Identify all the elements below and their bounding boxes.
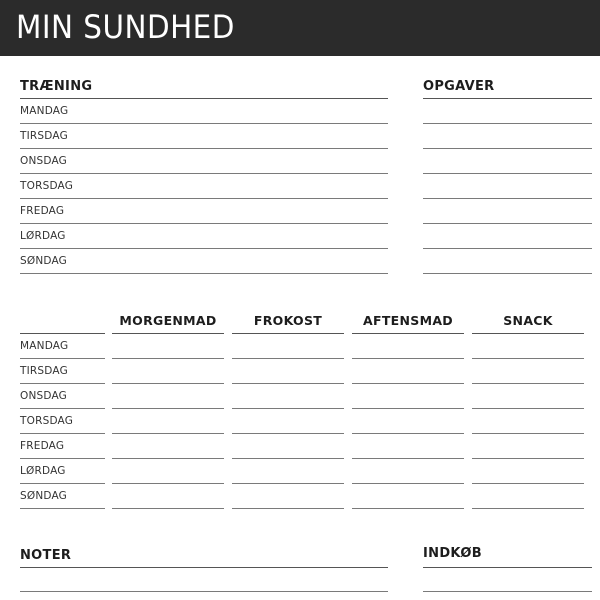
meal-cell-line[interactable] [232,383,344,384]
meal-cell-line[interactable] [352,358,464,359]
meal-column-snack: SNACK [503,313,553,328]
meal-day-label: LØRDAG [20,465,66,477]
meal-cell-line[interactable] [472,433,584,434]
meal-cell-line[interactable] [232,483,344,484]
training-day-line[interactable] [20,148,388,149]
task-line[interactable] [423,173,592,174]
meal-column-header-line [352,333,464,334]
meal-day-label: FREDAG [20,440,65,452]
task-line[interactable] [423,123,592,124]
meal-cell-line[interactable] [472,408,584,409]
training-day-label: ONSDAG [20,155,68,167]
task-line[interactable] [423,148,592,149]
training-day-line[interactable] [20,173,388,174]
task-line[interactable] [423,248,592,249]
meal-cell-line[interactable] [112,508,224,509]
meal-cell-line[interactable] [232,358,344,359]
meal-cell-line[interactable] [112,483,224,484]
meal-day-line [20,483,105,484]
training-day-line[interactable] [20,198,388,199]
shopping-header-line [423,567,592,568]
page-title: MIN SUNDHED [16,8,235,46]
meal-cell-line[interactable] [472,483,584,484]
training-day-label: TIRSDAG [20,130,68,142]
meal-day-label: TIRSDAG [20,365,68,377]
meal-day-line [20,508,105,509]
shopping-line[interactable] [423,591,592,592]
meal-column-frokost: FROKOST [253,313,323,328]
meal-day-line [20,383,105,384]
task-line[interactable] [423,198,592,199]
meal-cell-line[interactable] [112,383,224,384]
meal-cell-line[interactable] [352,408,464,409]
meal-cell-line[interactable] [232,433,344,434]
meal-cell-line[interactable] [472,508,584,509]
meal-day-label: MANDAG [20,340,69,352]
notes-title: NOTER [20,548,72,563]
meal-cell-line[interactable] [232,408,344,409]
meal-column-header-line [472,333,584,334]
meal-cell-line[interactable] [232,458,344,459]
task-line[interactable] [423,273,592,274]
task-line[interactable] [423,223,592,224]
training-day-line[interactable] [20,273,388,274]
training-day-label: TORSDAG [20,180,74,192]
tasks-title: OPGAVER [423,79,495,94]
meal-cell-line[interactable] [352,383,464,384]
meal-cell-line[interactable] [352,508,464,509]
notes-line[interactable] [20,591,388,592]
meal-day-label: ONSDAG [20,390,68,402]
meal-column-aftensmad: AFTENSMAD [363,313,453,328]
header-bar [0,0,600,56]
meal-cell-line[interactable] [472,458,584,459]
meal-cell-line[interactable] [472,383,584,384]
shopping-title: INDKØB [423,546,482,561]
training-day-line[interactable] [20,123,388,124]
meal-day-label: TORSDAG [20,415,74,427]
training-day-line[interactable] [20,223,388,224]
meal-day-label: SØNDAG [20,490,68,502]
meal-cell-line[interactable] [352,458,464,459]
training-day-line[interactable] [20,248,388,249]
training-title: TRÆNING [20,79,93,94]
meal-cell-line[interactable] [232,508,344,509]
meal-cell-line[interactable] [112,458,224,459]
meal-column-header-line [112,333,224,334]
meal-day-line [20,358,105,359]
meal-day-line [20,408,105,409]
meal-cell-line[interactable] [352,483,464,484]
meal-daycol-header-line [20,333,105,334]
training-day-label: FREDAG [20,205,65,217]
notes-header-line [20,567,388,568]
meal-cell-line[interactable] [112,408,224,409]
meal-cell-line[interactable] [472,358,584,359]
training-day-label: MANDAG [20,105,69,117]
training-day-label: SØNDAG [20,255,68,267]
meal-cell-line[interactable] [352,433,464,434]
meal-day-line [20,458,105,459]
meal-column-header-line [232,333,344,334]
meal-column-morgenmad: MORGENMAD [119,313,217,328]
meal-cell-line[interactable] [112,433,224,434]
tasks-header-line [423,98,592,99]
training-header-line [20,98,388,99]
meal-cell-line[interactable] [112,358,224,359]
meal-day-line [20,433,105,434]
training-day-label: LØRDAG [20,230,66,242]
